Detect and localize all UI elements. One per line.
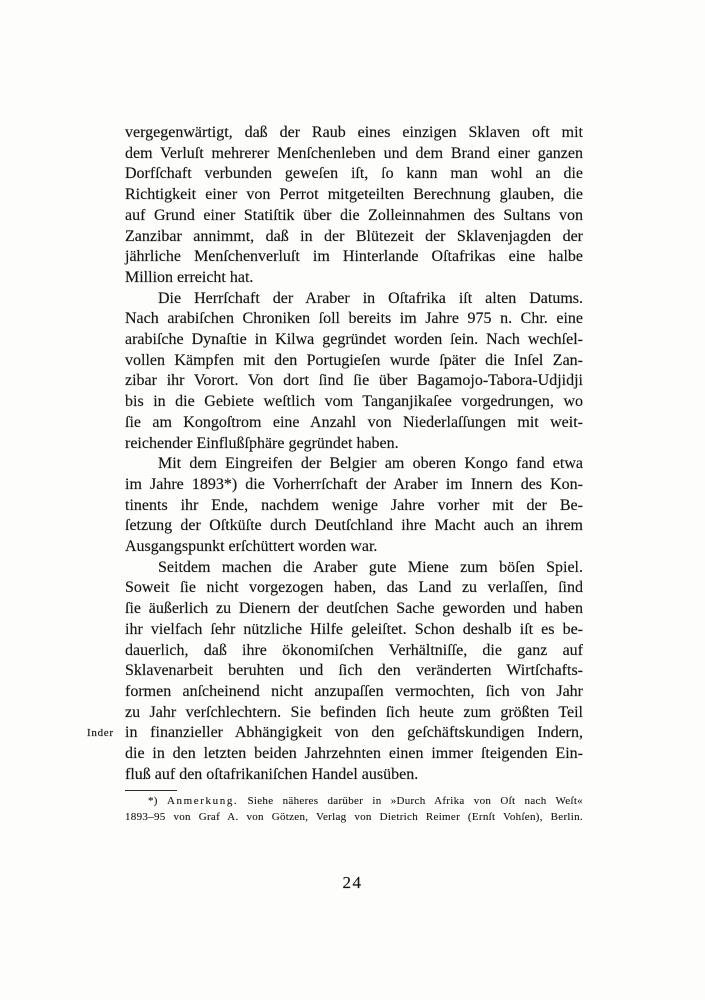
body-text: [125, 123, 583, 786]
text-line: Seitdem machen die Araber gute Miene zum böſen Spiel.: [158, 558, 583, 576]
footnote-marker: *): [148, 795, 158, 807]
text-line: Dorfſchaft verbunden geweſen iſt, ſo kann man wohl an die: [125, 165, 583, 183]
text-line: Mit dem Eingreifen der Belgier am oberen Kongo fand etwa: [158, 455, 583, 473]
text-line: reichender Einflußſphäre gegründet haben.: [125, 434, 399, 452]
text-line: Soweit ſie nicht vorgezogen haben, das Land zu verlaſſen, ſind: [125, 579, 583, 597]
paragraph: [125, 289, 583, 455]
text-line: bis in die Gebiete weſtlich vom Tanganjikaſee vorgedrungen, wo: [125, 393, 583, 411]
text-line: zu Jahr verſchlechtern. Sie befinden ſich heute zum größten Teil: [125, 703, 583, 721]
footnote: [125, 794, 583, 825]
text-line: auf Grund einer Statiſtik über die Zolleinnahmen des Sultans von: [125, 206, 583, 224]
text-line: Ausgangspunkt erſchüttert worden war.: [125, 538, 378, 556]
text-line: die in den letzten beiden Jahrzehnten einen immer ſteigenden Ein-: [125, 745, 583, 763]
text-line: Million erreicht hat.: [125, 268, 254, 286]
text-line: Sklavenarbeit beruhten und ſich den veränderten Wirtſchafts-: [125, 662, 583, 680]
text-line: ſetzung der Oſtküſte durch Deutſchland ihre Macht auch an ihrem: [125, 517, 583, 535]
paragraph: [125, 558, 583, 786]
paragraph: [125, 454, 583, 558]
footnote-label: Anmerkung.: [166, 795, 239, 807]
text-line: arabiſche Dynaſtie in Kilwa gegründet worden ſein. Nach wechſel-: [125, 331, 583, 349]
page-number: 24: [342, 873, 363, 892]
text-line: zibar ihr Vorort. Von dort ſind ſie über Bagamojo-Tabora-Udjidji: [125, 372, 583, 390]
footnote-text: Siehe näheres darüber in »Durch Afrika von Oſt nach Weſt«: [247, 795, 583, 807]
text-line: ihr vielfach ſehr nützliche Hilfe geleiſtet. Schon deshalb iſt es be-: [125, 620, 583, 638]
text-line: Richtigkeit einer von Perrot mitgeteilten Berechnung glauben, die: [125, 186, 583, 204]
margin-note: Inder: [87, 727, 114, 739]
footnote-line: 1893–95 von Graf A. von Götzen, Verlag von Dietrich Reimer (Ernſt Vohſen), Berlin.: [125, 810, 583, 823]
text-line: dem Verluſt mehrerer Menſchenleben und dem Brand einer ganzen: [125, 144, 583, 162]
text-line: dauerlich, daß ihre ökonomiſchen Verhältniſſe, die ganz auf: [125, 641, 583, 659]
text-line: vergegenwärtigt, daß der Raub eines einzigen Sklaven oft mit: [125, 124, 583, 141]
text-line: Nach arabiſchen Chroniken ſoll bereits im Jahre 975 n. Chr. eine: [125, 310, 583, 328]
text-line: tinents ihr Ende, nachdem wenige Jahre vorher mit der Be-: [125, 496, 583, 514]
text-line: Zanzibar annimmt, daß in der Blütezeit der Sklavenjagden der: [125, 227, 583, 245]
text-line: Die Herrſchaft der Araber in Oſtafrika iſt alten Datums.: [158, 289, 583, 307]
footnote-line: [148, 794, 583, 810]
text-line: im Jahre 1893*) die Vorherrſchaft der Araber im Innern des Kon-: [125, 475, 583, 493]
text-line: vollen Kämpfen mit den Portugieſen wurde ſpäter die Inſel Zan-: [125, 351, 583, 369]
text-line: formen anſcheinend nicht anzupaſſen vermochten, ſich von Jahr: [125, 682, 583, 700]
text-line: jährliche Menſchenverluſt im Hinterlande Oſtafrikas eine halbe: [125, 248, 583, 266]
paragraph: [125, 123, 583, 289]
text-line: ſie äußerlich zu Dienern der deutſchen Sache geworden und haben: [125, 600, 583, 618]
text-line: fluß auf den oſtafrikaniſchen Handel ausüben.: [125, 765, 419, 783]
text-line: in finanzieller Abhängigkeit von den geſchäftskundigen Indern,: [125, 724, 583, 742]
text-line: ſie am Kongoſtrom eine Anzahl von Niederlaſſungen mit weit-: [125, 413, 583, 431]
footnote-rule: [125, 790, 177, 791]
